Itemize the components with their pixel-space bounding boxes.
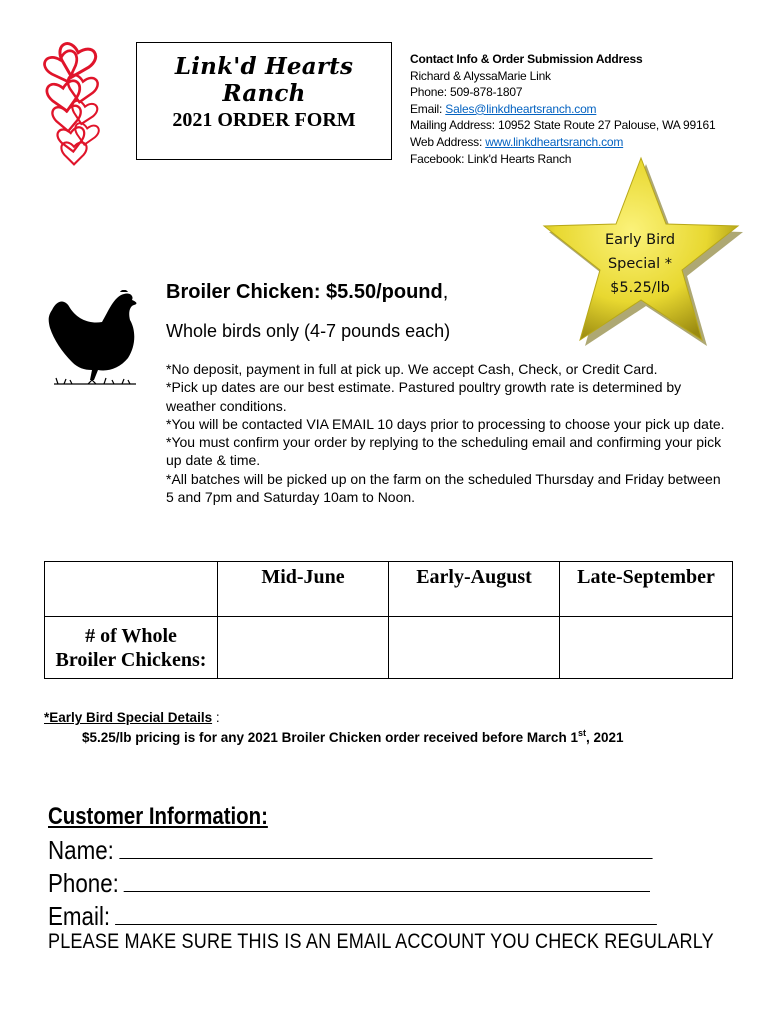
early-bird-details-text — [82, 730, 624, 745]
customer-info-heading: Customer Information: — [48, 803, 268, 830]
note-item: *No deposit, payment in full at pick up. We accept Cash, Check, or Credit Card. — [166, 361, 658, 377]
details-text-end: , 2021 — [585, 730, 624, 745]
contact-mailing: Mailing Address: 10952 State Route 27 Palouse, WA 99161 — [410, 118, 716, 133]
note-item: *All batches will be picked up on the farm on the scheduled Thursday and Friday between 5 and 7pm and Saturday 10am to Noon. — [166, 470, 721, 506]
table-row — [45, 617, 733, 679]
form-title: 2021 ORDER FORM — [172, 109, 356, 131]
note-item: *You will be contacted VIA EMAIL 10 days prior to processing to choose your pick up date. — [166, 415, 725, 432]
email-link[interactable]: Sales@linkdheartsranch.com — [445, 101, 597, 116]
whole-birds-note: Whole birds only (4-7 pounds each) — [166, 321, 451, 341]
phone-label: Phone: — [410, 85, 450, 100]
row-label-line: # of Whole — [85, 624, 177, 647]
column-header: Late-September — [560, 562, 733, 617]
quantity-cell-late-september[interactable] — [560, 617, 733, 679]
column-header: Early-August — [389, 562, 560, 617]
name-blank[interactable] — [119, 834, 652, 859]
web-label: Web Address: — [410, 134, 486, 149]
order-schedule-table — [44, 561, 733, 679]
email-blank[interactable] — [115, 900, 657, 925]
star-line-2: Special * — [607, 256, 673, 272]
contact-phone — [410, 84, 715, 101]
hearts-logo-icon — [40, 42, 110, 168]
star-line-3: $5.25/lb — [610, 280, 670, 296]
name-field — [48, 834, 652, 866]
quantity-cell-mid-june[interactable] — [218, 617, 389, 679]
early-bird-star-text — [565, 228, 715, 300]
note-item: *You must confirm your order by replying to the scheduling email and confirming your pick up date & time. — [166, 434, 722, 469]
contact-names: Richard & AlyssaMarie Link — [410, 68, 551, 83]
table-corner-cell — [45, 562, 218, 617]
phone-label: Phone: — [48, 868, 119, 898]
email-field — [48, 900, 657, 932]
contact-heading: Contact Info & Order Submission Address — [410, 52, 643, 66]
title-box — [136, 42, 392, 160]
quantity-cell-early-august[interactable] — [389, 617, 560, 679]
details-text: $5.25/lb pricing is for any 2021 Broiler Chicken order received before March 1 — [82, 730, 578, 745]
phone-value: 509-878-1807 — [449, 85, 523, 100]
email-check-note: PLEASE MAKE SURE THIS IS AN EMAIL ACCOUNT YOU CHECK REGULARLY — [48, 930, 714, 953]
chicken-icon — [44, 290, 144, 392]
email-label: Email: — [48, 901, 111, 931]
details-colon: : — [212, 710, 220, 725]
phone-blank[interactable] — [124, 867, 650, 892]
contact-facebook: Facebook: Link'd Hearts Ranch — [410, 151, 572, 166]
ranch-name: Link'd Hearts Ranch — [174, 53, 354, 107]
contact-email — [410, 101, 715, 118]
note-item: *Pick up dates are our best estimate. Pastured poultry growth rate is determined by weather conditions. — [166, 379, 682, 414]
price-line — [166, 281, 448, 304]
table-header-row — [45, 562, 733, 617]
column-header: Mid-June — [218, 562, 389, 617]
early-bird-details-label — [44, 710, 220, 725]
web-link[interactable]: www.linkdheartsranch.com — [485, 134, 624, 149]
star-line-1: Early Bird — [604, 232, 676, 248]
row-label — [45, 617, 218, 679]
contact-web — [410, 134, 715, 151]
details-label: *Early Bird Special Details — [44, 710, 213, 725]
row-label-line: Broiler Chickens: — [55, 648, 207, 671]
details-sup: st — [577, 728, 586, 738]
name-label: Name: — [48, 835, 114, 865]
price-comma: , — [442, 281, 449, 303]
order-notes — [166, 360, 726, 506]
email-label: Email: — [410, 101, 446, 116]
phone-field — [48, 867, 650, 899]
price-text: Broiler Chicken: $5.50/pound — [166, 281, 443, 303]
